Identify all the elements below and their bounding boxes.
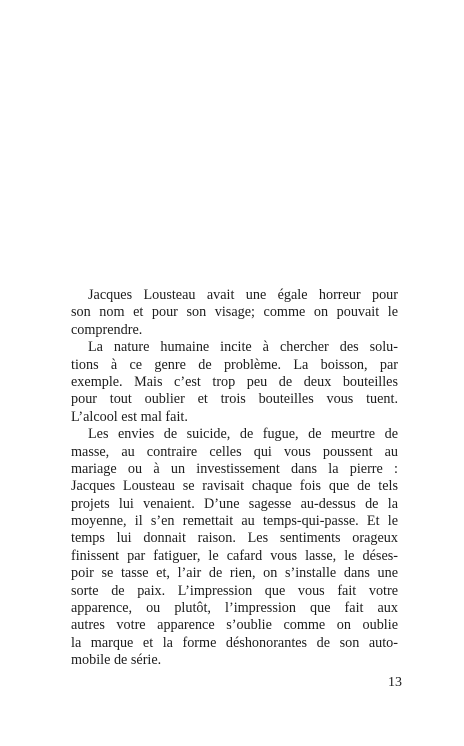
- text-line: sorte de paix. L’impression que vous fait votre: [71, 582, 398, 599]
- text-line: Jacques Lousteau se ravisait chaque fois que de tels: [71, 478, 398, 495]
- text-line: Les envies de suicide, de fugue, de meurtre de: [88, 426, 398, 443]
- text-line: L’alcool est mal fait.: [71, 408, 188, 425]
- text-line: masse, au contraire celles qui vous poussent au: [71, 443, 398, 460]
- text-line: son nom et pour son visage; comme on pouvait le: [71, 304, 398, 321]
- text-line: temps lui donnait raison. Les sentiments orageux: [71, 530, 398, 547]
- text-line: finissent par fatiguer, le cafard vous lasse, le déses-: [71, 547, 398, 564]
- text-line: exemple. Mais c’est trop peu de deux bouteilles: [71, 373, 398, 390]
- text-line: apparence, ou plutôt, l’impression que fait aux: [71, 600, 398, 617]
- text-line: pour tout oublier et trois bouteilles vous tuent.: [71, 391, 398, 408]
- text-line: autres votre apparence s’oublie comme on oublie: [71, 617, 398, 634]
- text-line: mobile de série.: [71, 652, 162, 669]
- body-text: [71, 287, 398, 670]
- text-line: poir se tasse et, l’air de rien, on s’installe dans une: [71, 565, 398, 582]
- text-line: moyenne, il s’en remettait au temps-qui-passe. Et le: [71, 513, 398, 530]
- text-line: La nature humaine incite à chercher des solu-: [88, 339, 398, 356]
- text-line: comprendre.: [71, 321, 143, 338]
- text-line: Jacques Lousteau avait une égale horreur pour: [88, 287, 398, 303]
- text-line: mariage ou à un investissement dans la pierre :: [71, 460, 398, 477]
- text-line: tions à ce genre de problème. La boisson, par: [71, 356, 398, 373]
- page-number: 13: [388, 675, 402, 690]
- text-line: la marque et la forme déshonorantes de son auto-: [71, 634, 398, 651]
- text-line: projets lui venaient. D’une sagesse au-dessus de la: [71, 495, 398, 512]
